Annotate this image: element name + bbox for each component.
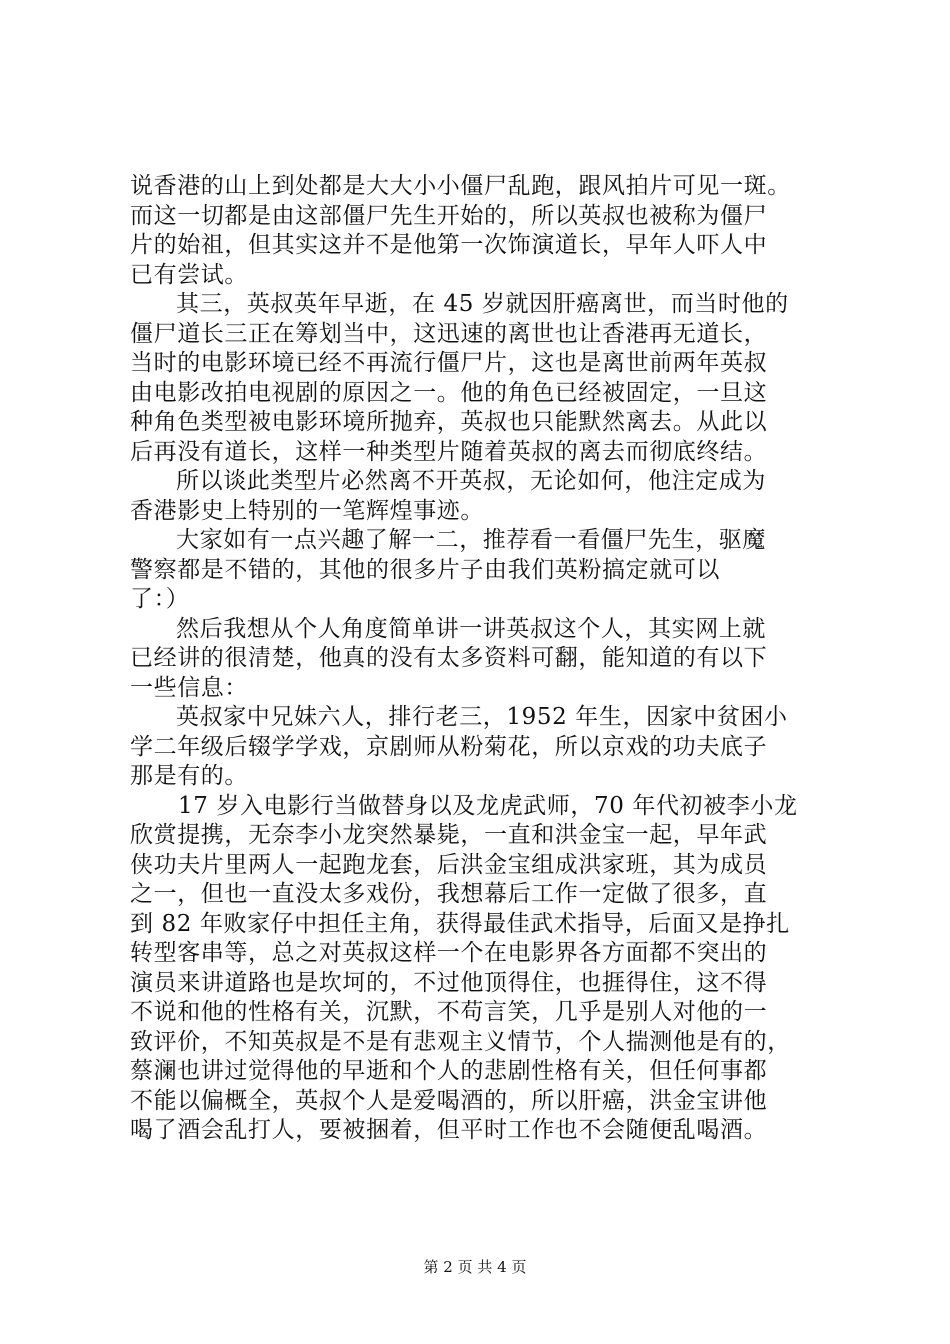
text-line-2: 而这一切都是由这部僵尸先生开始的，所以英叔也被称为僵尸 <box>130 202 768 229</box>
text-line-1: 说香港的山上到处都是大大小小僵尸乱跑，跟风拍片可见一斑。 <box>130 173 791 199</box>
text-line-16: 然后我想从个人角度简单讲一讲英叔这个人，其实网上就 <box>176 615 766 642</box>
text-line-14: 警察都是不错的，其他的很多片子由我们英粉搞定就可以 <box>130 556 720 583</box>
text-line-10: 后再没有道长，这样一种类型片随着英叔的离去而彻底终结。 <box>130 438 768 465</box>
text-line-4: 已有尝试。 <box>130 261 248 288</box>
text-line-12: 香港影史上特别的一笔辉煌事迹。 <box>130 497 484 524</box>
text-line-29: 不说和他的性格有关，沉默，不苟言笑，几乎是别人对他的一 <box>130 999 768 1025</box>
text-line-26: 到 82 年败家仔中担任主角，获得最佳武术指导，后面又是挣扎 <box>130 910 790 937</box>
text-line-28: 演员来讲道路也是坎坷的，不过他顶得住，也捱得住，这不得 <box>130 969 768 996</box>
text-line-8: 由电影改拍电视剧的原因之一。他的角色已经被固定，一旦这 <box>130 379 768 406</box>
text-line-20: 学二年级后辍学学戏，京剧师从粉菊花，所以京戏的功夫底子 <box>130 733 768 760</box>
text-line-7: 当时的电影环境已经不再流行僵尸片，这也是离世前两年英叔 <box>130 350 768 376</box>
document-body <box>130 172 830 1146</box>
text-line-18: 一些信息： <box>130 674 248 701</box>
text-line-11: 所以谈此类型片必然离不开英叔，无论如何，他注定成为 <box>176 468 766 494</box>
text-line-32: 不能以偏概全，英叔个人是爱喝酒的，所以肝癌，洪金宝讲他 <box>130 1087 768 1114</box>
text-line-33: 喝了酒会乱打人，要被捆着，但平时工作也不会随便乱喝酒。 <box>130 1117 768 1143</box>
text-line-30: 致评价，不知英叔是不是有悲观主义情节，个人揣测他是有的， <box>130 1028 791 1055</box>
text-line-21: 那是有的。 <box>130 763 248 789</box>
text-line-27: 转型客串等，总之对英叔这样一个在电影界各方面都不突出的 <box>130 940 768 966</box>
text-line-15: 了：） <box>130 586 190 612</box>
text-line-22: 17 岁入电影行当做替身以及龙虎武师，70 年代初被李小龙 <box>178 792 798 819</box>
text-line-23: 欣赏提携，无奈李小龙突然暴毙，一直和洪金宝一起，早年武 <box>130 822 768 848</box>
text-line-31: 蔡澜也讲过觉得他的早逝和个人的悲剧性格有关，但任何事都 <box>130 1058 768 1084</box>
text-line-25: 之一，但也一直没太多戏份，我想幕后工作一定做了很多，直 <box>130 881 768 907</box>
page-number-footer: 第 2 页 共 4 页 <box>423 1258 527 1276</box>
text-line-3: 片的始祖，但其实这并不是他第一次饰演道长，早年人吓人中 <box>130 232 768 258</box>
text-line-24: 侠功夫片里两人一起跑龙套，后洪金宝组成洪家班，其为成员 <box>130 851 768 878</box>
text-line-6: 僵尸道长三正在筹划当中，这迅速的离世也让香港再无道长， <box>130 320 768 347</box>
text-line-19: 英叔家中兄妹六人，排行老三，1952 年生，因家中贫困小 <box>176 704 788 730</box>
text-line-5: 其三，英叔英年早逝，在 45 岁就因肝癌离世，而当时他的 <box>176 291 789 317</box>
text-line-13: 大家如有一点兴趣了解一二，推荐看一看僵尸先生，驱魔 <box>176 527 766 553</box>
text-line-9: 种角色类型被电影环境所抛弃，英叔也只能默然离去。从此以 <box>130 409 768 435</box>
text-line-17: 已经讲的很清楚，他真的没有太多资料可翻，能知道的有以下 <box>130 645 768 671</box>
